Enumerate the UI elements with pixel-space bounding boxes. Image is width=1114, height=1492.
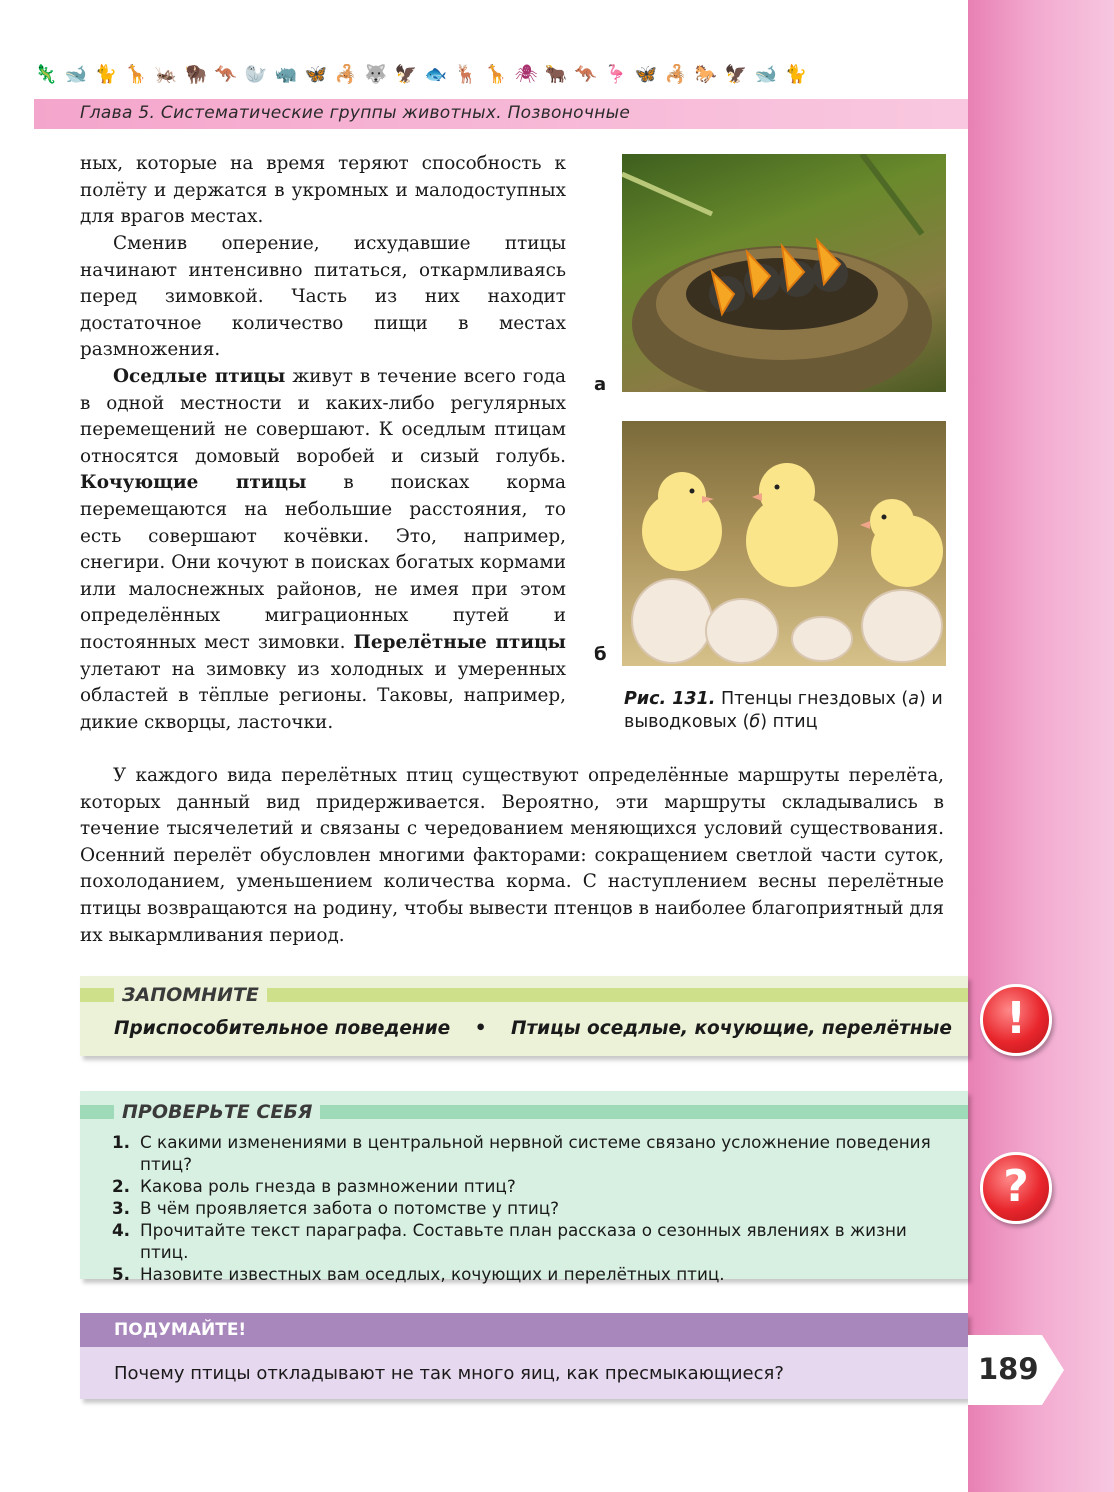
term-migratory: Перелётные птицы: [353, 631, 566, 653]
animal-silhouette-icon: 🦩: [604, 64, 628, 85]
think-question: Почему птицы откладывают не так много яиц, как пресмыкающиеся?: [114, 1363, 784, 1384]
check-yourself-box: [80, 1091, 968, 1284]
animal-silhouette-icon: 🦅: [394, 64, 418, 85]
think-box: [80, 1313, 968, 1399]
animal-silhouette-icon: 🐂: [544, 64, 568, 85]
animal-silhouette-icon: 🐈: [94, 64, 118, 85]
remember-term-1: Приспособительное поведение: [114, 1018, 451, 1039]
paragraph-migration-routes: У каждого вида перелётных птиц существуют определённые маршруты перелёта, которых данный вид придерживается. Вероятно, эти маршруты складывались в течение тысячелетий и связаны с чередованием меняющихся условий существования. Осенний перелёт обусловлен многими факторами: сокращением светлой части суток, похолоданием, уменьшением количества корма. С наступлением весны перелётные птицы возвращаются на родину, чтобы вывести птенцов в наиболее благоприятный для их выкармливания период.: [80, 765, 944, 946]
paragraph-molting: Сменив оперение, исхудавшие птицы начинают интенсивно питаться, откармливаясь перед зимовкой. Часть из них находит достаточное количество пищи в местах размножения.: [80, 233, 566, 361]
list-item: 4. Прочитайте текст параграфа. Составьте план рассказа о сезонных явлениях в жизни птиц.: [112, 1220, 907, 1262]
animal-silhouette-icon: 🐎: [694, 64, 718, 85]
animal-silhouette-icon: 🦒: [484, 64, 508, 85]
figure-label-a: а: [594, 374, 607, 395]
animal-silhouette-icon: 🦌: [454, 64, 478, 85]
list-item: 2. Какова роль гнезда в размножении птиц?: [112, 1176, 516, 1196]
animal-silhouette-icon: 🦋: [634, 64, 658, 85]
remember-term-2: Птицы оседлые, кочующие, перелётные: [510, 1018, 952, 1039]
animal-silhouette-icon: 🐈: [784, 64, 808, 85]
animal-silhouette-icon: 🦬: [184, 64, 208, 85]
think-title: ПОДУМАЙТЕ!: [114, 1320, 247, 1340]
page-number: 189: [978, 1352, 1039, 1386]
animal-silhouette-icon: 🦂: [664, 64, 688, 85]
check-title: ПРОВЕРЬТЕ СЕБЯ: [114, 1101, 320, 1123]
list-item: 1. С какими изменениями в центральной нервной системе связано усложнение поведения птиц?: [112, 1132, 931, 1174]
remember-terms: [114, 1018, 952, 1039]
figure-number: Рис. 131.: [624, 689, 716, 709]
term-sedentary: Оседлые птицы: [113, 366, 286, 387]
figure-label-b: б: [594, 644, 607, 665]
question-list: [110, 1131, 950, 1285]
animal-silhouette-icon: 🦅: [724, 64, 748, 85]
remember-title: ЗАПОМНИТЕ: [114, 984, 267, 1006]
exclamation-icon: !: [980, 984, 1052, 1056]
list-item: 3. В чём проявляется забота о потомстве у птиц?: [112, 1198, 560, 1218]
animal-silhouette-icon: 🦂: [334, 64, 358, 85]
animal-silhouette-icon: 🦭: [244, 64, 268, 85]
animal-silhouette-icon: 🦎: [34, 64, 58, 85]
term-nomadic: Кочующие птицы: [80, 472, 307, 494]
animal-silhouette-row: [34, 64, 934, 88]
animal-silhouette-icon: 🕷: [514, 64, 538, 85]
paragraph-intro: ных, которые на время теряют способность к полёту и держатся в укромных и малодоступных для врагов местах.: [80, 153, 566, 228]
animal-silhouette-icon: 🦒: [124, 64, 148, 85]
bullet-separator: •: [474, 1018, 487, 1039]
photo-hatched-chicks: [622, 421, 946, 666]
animal-silhouette-icon: 🦘: [214, 64, 238, 85]
side-color-strip: [968, 0, 1114, 1492]
animal-silhouette-icon: 🐋: [754, 64, 778, 85]
list-item: 5. Назовите известных вам оседлых, кочующих и перелётных птиц.: [112, 1264, 725, 1284]
photo-nestling-chicks: [622, 154, 946, 392]
animal-silhouette-icon: 🦗: [154, 64, 178, 85]
question-mark-icon: ?: [980, 1152, 1052, 1224]
chapter-title: Глава 5. Систематические группы животных. Позвоночные: [80, 103, 631, 123]
remember-box: [80, 976, 968, 1056]
animal-silhouette-icon: 🦏: [274, 64, 298, 85]
animal-silhouette-icon: 🦋: [304, 64, 328, 85]
paragraph-bird-types: Оседлые птицы живут в течение всего года в одной местности и каких-либо регулярных перемещений не совершают. К оседлым птицам относятся домовый воробей и сизый голубь. Кочующие птицы в поисках корма перемещаются на небольшие расстояния, то есть совершают кочёвки. Это, например, снегири. Они кочуют в поисках богатых кормами или малоснежных районов, не имея при этом определённых миграционных путей и постоянных мест зимовки. Перелётные птицы улетают на зимовку из холодных и умеренных областей в тёплые регионы. Таковы, например, дикие скворцы, ласточки.: [80, 366, 567, 733]
figure-caption: Рис. 131. Птенцы гнездовых (а) и выводковых (б) птиц: [624, 689, 943, 732]
animal-silhouette-icon: 🐟: [424, 64, 448, 85]
animal-silhouette-icon: 🦘: [574, 64, 598, 85]
animal-silhouette-icon: 🐋: [64, 64, 88, 85]
animal-silhouette-icon: 🐺: [364, 64, 388, 85]
